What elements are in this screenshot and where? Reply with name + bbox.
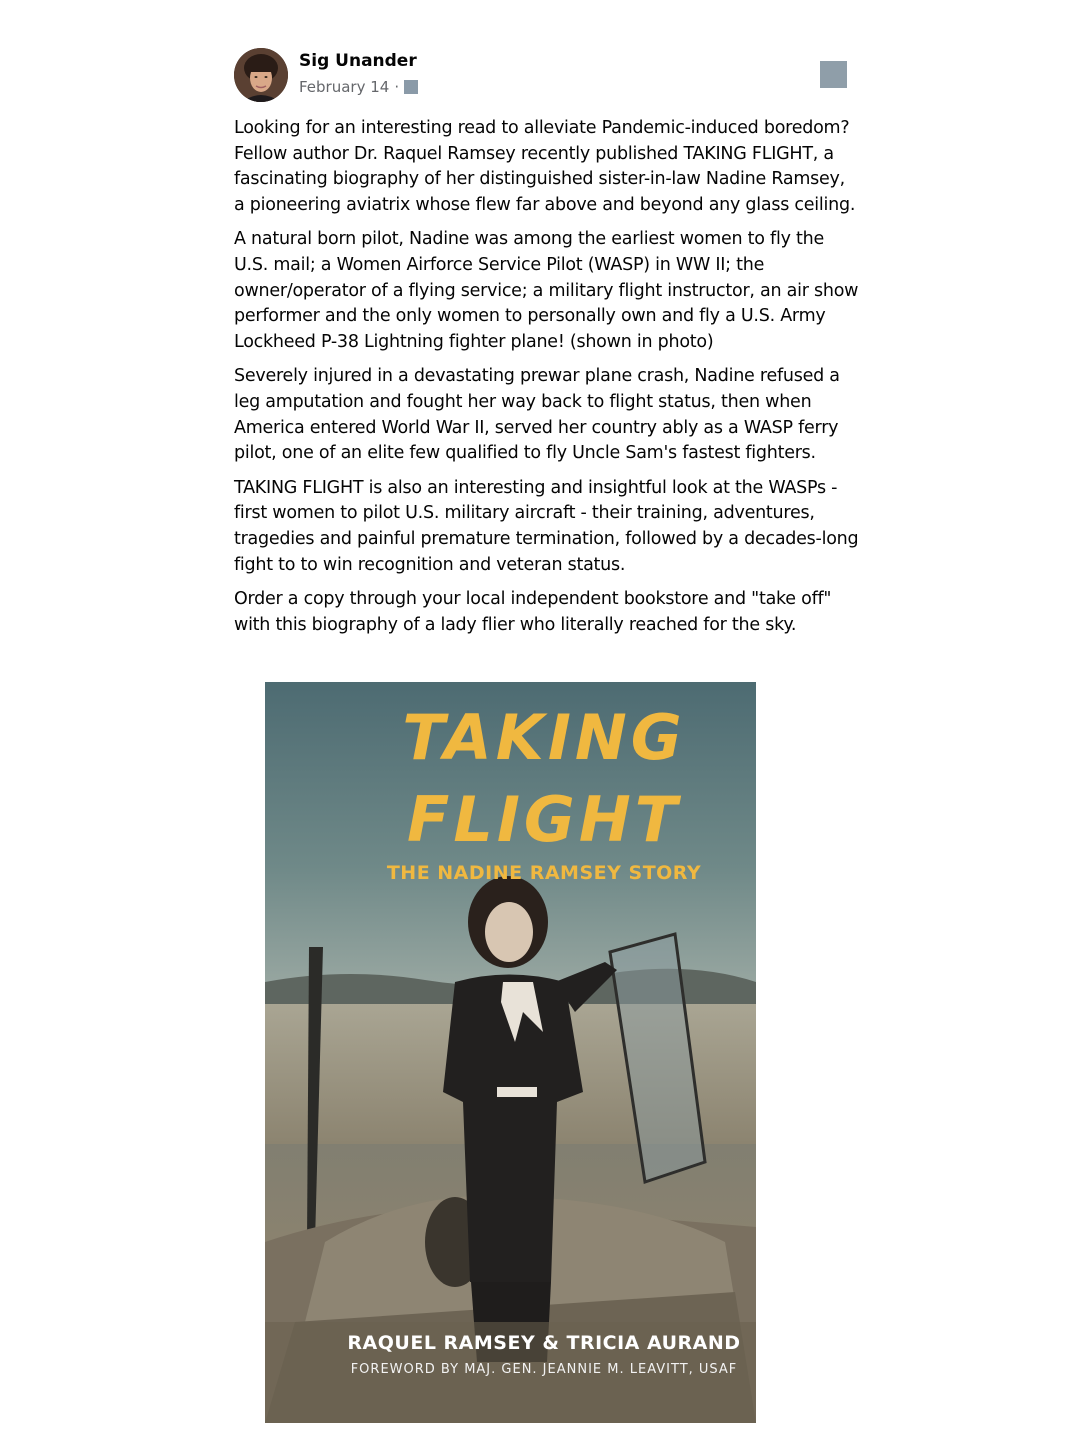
- post-header: [234, 46, 864, 106]
- privacy-icon[interactable]: [404, 80, 418, 94]
- feed-post: [234, 46, 864, 647]
- author-avatar[interactable]: [234, 48, 288, 102]
- cover-foreword: FOREWORD BY MAJ. GEN. JEANNIE M. LEAVITT, USAF: [350, 1362, 738, 1377]
- post-paragraph: Severely injured in a devastating prewar plane crash, Nadine refused a leg amputation and fought her way back to flight status, then when America entered World War II, served her country ably as a WASP ferry pilot, one of an elite few qualified to fly Uncle Sam's fastest fighters.: [234, 366, 840, 464]
- more-options-icon[interactable]: [820, 61, 847, 88]
- post-meta: [299, 78, 418, 96]
- post-paragraph: A natural born pilot, Nadine was among the earliest women to fly the U.S. mail; a Women Airforce Service Pilot (WASP) in WW II; the owner/operator of a flying service; a military flight instructor, an air show performer and the only women to personally own and fly a U.S. Army Lockheed P-38 Lightning fighter plane! (shown in photo): [234, 229, 859, 352]
- cover-authors: RAQUEL RAMSEY & TRICIA AURAND: [347, 1332, 741, 1354]
- author-name[interactable]: Sig Unander: [299, 51, 417, 71]
- cover-subtitle: THE NADINE RAMSEY STORY: [386, 862, 702, 884]
- post-text: [234, 116, 860, 638]
- cover-title-line2: FLIGHT: [407, 783, 681, 856]
- meta-separator: ·: [394, 78, 400, 96]
- post-paragraph: Looking for an interesting read to alleviate Pandemic-induced boredom? Fellow author Dr. Raquel Ramsey recently published TAKING FLIGHT, a fascinating biography of her distinguished sister-in-law Nadine Ramsey, a pioneering aviatrix whose flew far above and beyond any glass ceiling.: [234, 118, 856, 215]
- post-paragraph: Order a copy through your local independent bookstore and "take off" with this biography of a lady flier who literally reached for the sky.: [234, 589, 832, 635]
- post-paragraph: TAKING FLIGHT is also an interesting and insightful look at the WASPs - first women to pilot U.S. military aircraft - their training, adventures, tragedies and painful premature termination, followed by a decades-long fight to to win recognition and veteran status.: [234, 477, 859, 575]
- post-date[interactable]: February 14: [299, 78, 390, 96]
- cover-title-line1: TAKING: [402, 701, 686, 774]
